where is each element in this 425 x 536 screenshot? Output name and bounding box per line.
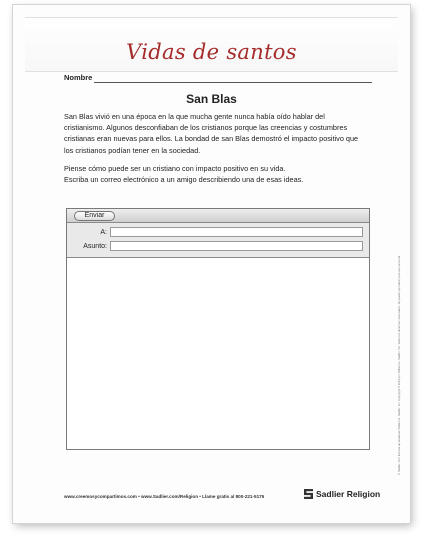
name-label: Nombre (64, 73, 93, 82)
sadlier-logo (304, 489, 380, 499)
prompt-line-2: Escriba un correo electrónico a un amigo describiendo una de esas ideas. (64, 175, 304, 185)
send-button[interactable]: Enviar (74, 211, 115, 221)
copyright-notice: © Sadlier. Con licencia aprobada de William H. Sadlier, Inc. Copyright © 2013 por William H. Sadlier, Inc. Todos los derechos reservados. Se puede reproducir para uso personal. (397, 255, 401, 475)
title-banner (25, 17, 398, 72)
worksheet-page (13, 5, 410, 523)
to-field[interactable] (110, 227, 363, 237)
intro-paragraph: San Blas vivió en una época en la que mucha gente nunca había oído hablar del cristianismo. Algunos desconfiaban de los cristianos porque las creencias y costumbres cristianas eran nuevas para ellos. La bondad de san Blas demostró el impacto positivo que los cristianos podían tener en la sociedad. (64, 112, 359, 155)
logo-text: Sadlier Religion (316, 489, 381, 499)
prompt-paragraph (64, 163, 364, 185)
email-toolbar (67, 209, 369, 223)
sadlier-logo-icon (304, 489, 313, 499)
prompt-line-1: Piense cómo puede ser un cristiano con impacto positivo en su vida. (64, 164, 286, 173)
name-line (94, 82, 372, 83)
subject-field[interactable] (110, 241, 363, 251)
footer-links: www.creemosycompartimos.com • www.Sadlier.com/Religion • Llame gratis al 800-221-5175 (64, 494, 265, 499)
email-body-area[interactable] (67, 258, 369, 449)
email-header-fields (67, 223, 369, 258)
to-label: A: (100, 229, 107, 236)
subject-label: Asunto: (83, 243, 107, 250)
worksheet-title: Vidas de santos (126, 40, 297, 64)
saint-name-heading: San Blas (186, 92, 237, 106)
email-compose-window (66, 208, 370, 450)
